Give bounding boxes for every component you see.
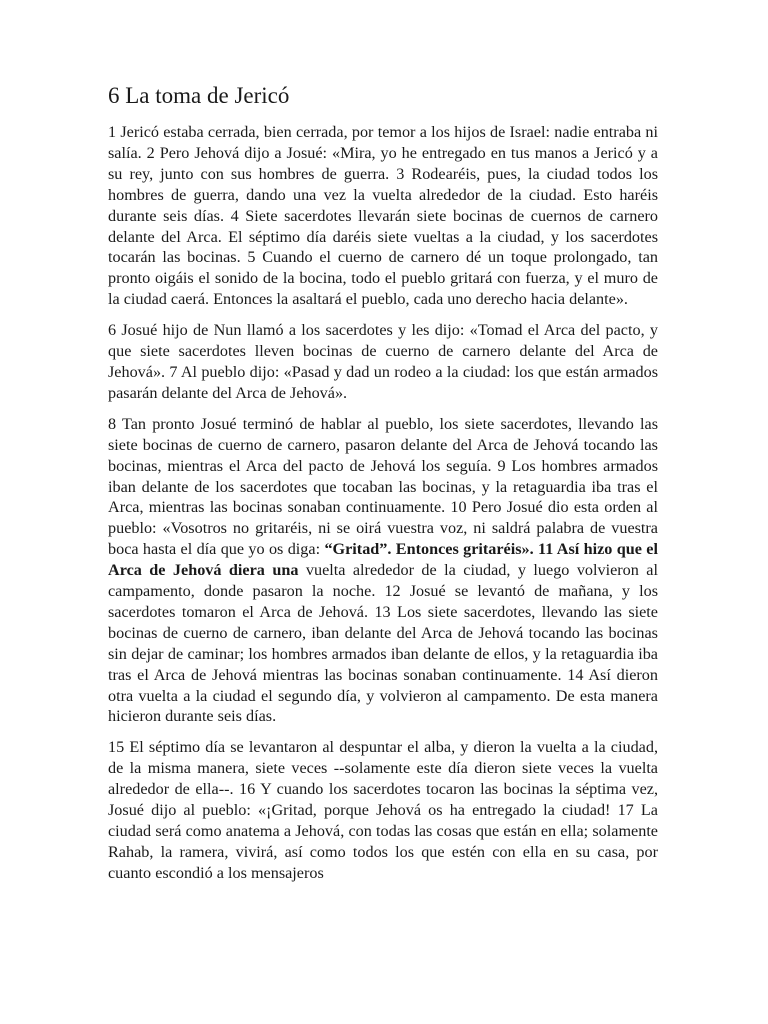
paragraph-verses-1-5: 1 Jericó estaba cerrada, bien cerrada, por temor a los hijos de Israel: nadie entraba ni salía. 2 Pero Jehová dijo a Josué: «Mira, yo he entregado en tus manos a Jericó y a su rey, junto con sus hombres de guerra. 3 Rodearéis, pues, la ciudad todos los hombres de guerra, dando una vez la vuelta alrededor de la ciudad. Esto haréis durante seis días. 4 Siete sacerdotes llevarán siete bocinas de cuernos de carnero delante del Arca. El séptimo día daréis siete vueltas a la ciudad, y los sacerdotes tocarán las bocinas. 5 Cuando el cuerno de carnero dé un toque prolongado, tan pronto oigáis el sonido de la bocina, todo el pueblo gritará con fuerza, y el muro de la ciudad caerá. Entonces la asaltará el pueblo, cada uno derecho hacia delante».: [108, 123, 658, 309]
document-page: [108, 80, 658, 894]
paragraph-verses-8-14-text-end: vuelta alrededor de la ciudad, y luego volvieron al campamento, donde pasaron la noche. 12 Josué se levantó de mañana, y los sacerdotes tomaron el Arca de Jehová. 13 Los siete sacerdotes, llevando las siete bocinas de cuerno de carnero, iban delante del Arca de Jehová tocando las bocinas sin dejar de caminar; los hombres armados iban delante de ellos, y la retaguardia iba tras el Arca de Jehová mientras las bocinas sonaban continuamente. 14 Así dieron otra vuelta a la ciudad el segundo día, y volvieron al campamento. De esta manera hicieron durante seis días.: [108, 561, 658, 726]
paragraph-verses-8-14: [108, 414, 658, 728]
chapter-title: 6 La toma de Jericó: [108, 83, 290, 108]
paragraph-verses-15-17: 15 El séptimo día se levantaron al despuntar el alba, y dieron la vuelta a la ciudad, de la misma manera, siete veces --solamente este día dieron siete veces la vuelta alrededor de ella--. 16 Y cuando los sacerdotes tocaron las bocinas la séptima vez, Josué dijo al pueblo: «¡Gritad, porque Jehová os ha entregado la ciudad! 17 La ciudad será como anatema a Jehová, con todas las cosas que están en ella; solamente Rahab, la ramera, vivirá, así como todos los que estén con ella en su casa, por cuanto escondió a los mensajeros: [108, 738, 658, 882]
paragraph-verses-6-7: 6 Josué hijo de Nun llamó a los sacerdotes y les dijo: «Tomad el Arca del pacto, y que siete sacerdotes lleven bocinas de cuerno de carnero delante del Arca de Jehová». 7 Al pueblo dijo: «Pasad y dad un rodeo a la ciudad: los que están armados pasarán delante del Arca de Jehová».: [108, 321, 658, 402]
paragraph-verses-8-14-bold-text: “Gritad”. Entonces gritaréis». 11 Así hizo que el Arca de Jehová diera una: [108, 540, 658, 580]
paragraph-verses-8-14-text-start: 8 Tan pronto Josué terminó de hablar al pueblo, los siete sacerdotes, llevando las siete bocinas de cuerno de carnero, pasaron delante del Arca de Jehová tocando las bocinas, mientras el Arca del pacto de Jehová los seguía. 9 Los hombres armados iban delante de los sacerdotes que tocaban las bocinas, y la retaguardia iba tras el Arca, mientras las bocinas sonaban continuamente. 10 Pero Josué dio esta orden al pueblo: «Vosotros no gritaréis, ni se oirá vuestra voz, ni saldrá palabra de vuestra boca hasta el día que yo os diga:: [108, 414, 658, 559]
